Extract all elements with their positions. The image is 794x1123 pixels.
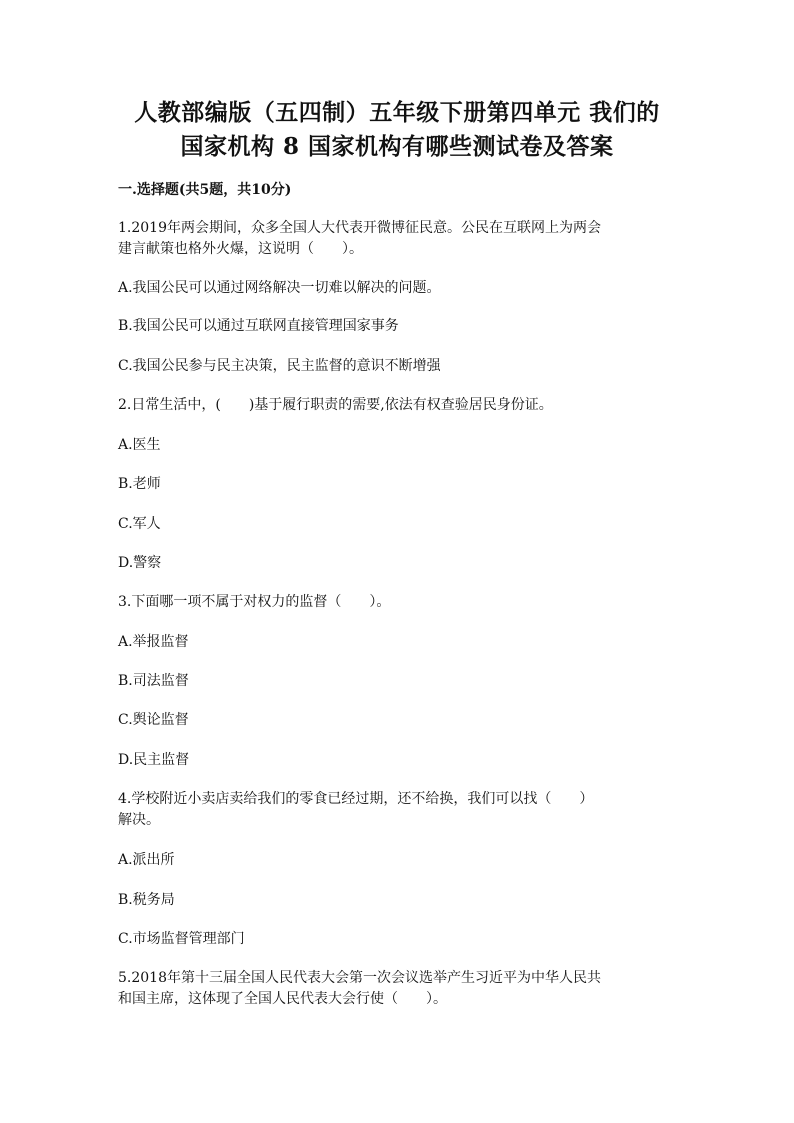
document-title-line-2: 国家机构 8 国家机构有哪些测试卷及答案 [180, 133, 614, 160]
question-4-option-b: B.税务局 [118, 892, 175, 908]
question-1-option-b: B.我国公民可以通过互联网直接管理国家事务 [118, 318, 399, 334]
question-2-option-b: B.老师 [118, 476, 161, 492]
question-3-option-b: B.司法监督 [118, 673, 189, 689]
question-2-option-d: D.警察 [118, 555, 162, 571]
question-1-text-line-2: 建言献策也格外火爆，这说明（ ）。 [118, 241, 363, 257]
question-5-text-line-2: 和国主席，这体现了全国人民代表大会行使（ ）。 [118, 991, 447, 1007]
question-3-option-d: D.民主监督 [118, 752, 190, 768]
document-title-line-1: 人教部编版（五四制）五年级下册第四单元 我们的 [134, 99, 660, 126]
question-5-text-line-1: 5.2018年第十三届全国人民代表大会第一次会议选举产生习近平为中华人民共 [118, 970, 601, 986]
question-3-option-a: A.举报监督 [118, 634, 189, 650]
question-4-option-c: C.市场监督管理部门 [118, 931, 245, 947]
question-1-text-line-1: 1.2019年两会期间，众多全国人大代表开微博征民意。公民在互联网上为两会 [118, 220, 601, 236]
question-4-option-a: A.派出所 [118, 852, 175, 868]
question-3-text-line-1: 3.下面哪一项不属于对权力的监督（ ）。 [118, 594, 391, 610]
question-1-option-c: C.我国公民参与民主决策，民主监督的意识不断增强 [118, 358, 441, 374]
question-2-option-a: A.医生 [118, 437, 161, 453]
question-2-text-line-1: 2.日常生活中，( )基于履行职责的需要,依法有权查验居民身份证。 [118, 397, 553, 413]
question-2-option-c: C.军人 [118, 516, 161, 532]
question-3-option-c: C.舆论监督 [118, 712, 189, 728]
question-1-option-a: A.我国公民可以通过网络解决一切难以解决的问题。 [118, 280, 441, 296]
question-4-text-line-2: 解决。 [118, 812, 160, 828]
question-4-text-line-1: 4.学校附近小卖店卖给我们的零食已经过期，还不给换，我们可以找（ ） [118, 791, 594, 807]
section-heading: 一.选择题(共5题，共10分) [118, 182, 292, 198]
